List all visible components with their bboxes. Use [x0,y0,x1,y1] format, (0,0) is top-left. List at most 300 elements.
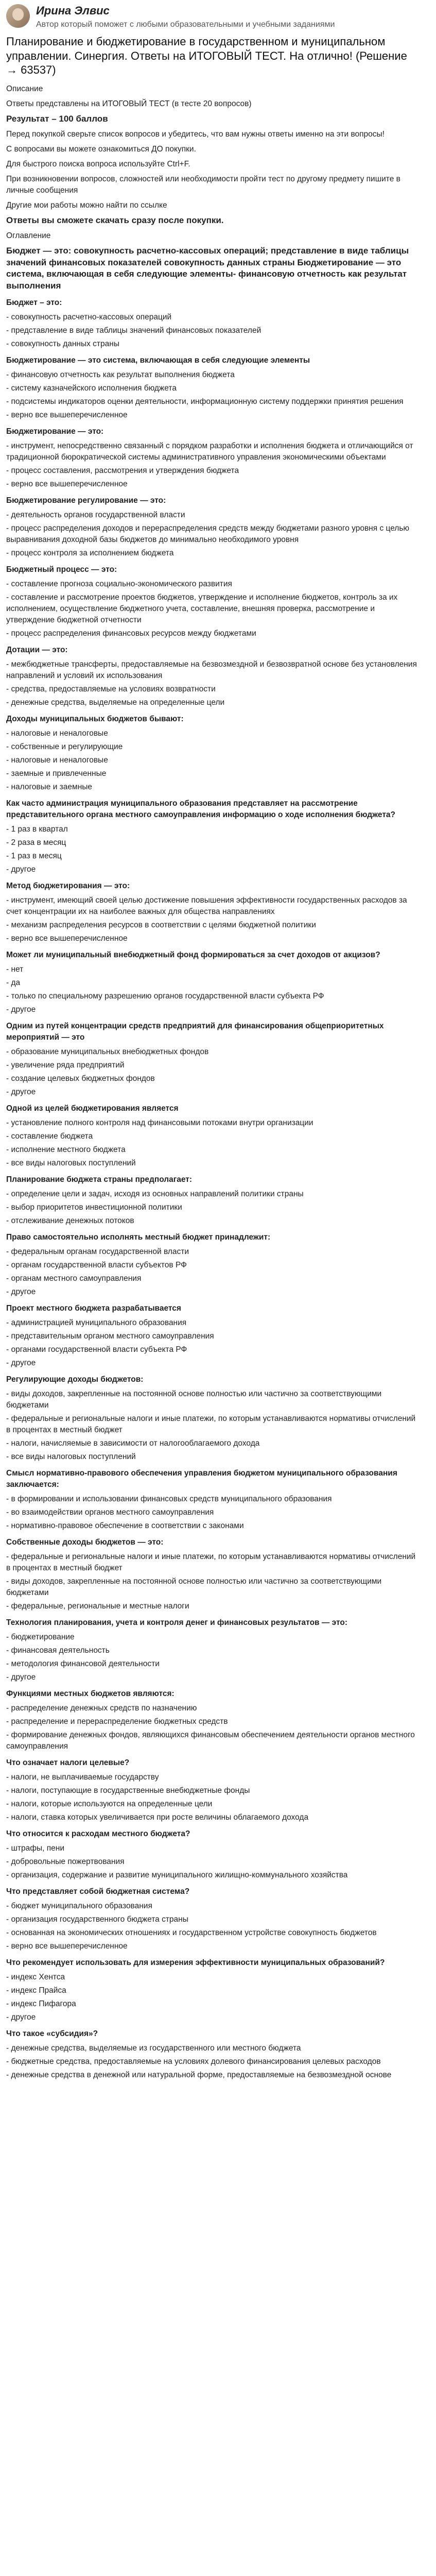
answer-bullet: - [6,1633,11,1642]
answer-bullet: - [6,1928,11,1938]
answer-bullet: - [6,326,11,335]
answer-option [6,325,417,336]
answer-option [6,991,417,1002]
answer-option [6,2056,417,2067]
answer-bullet: - [6,1871,11,1880]
answer-option [6,628,417,639]
answer-text: индекс Прайса [11,1986,66,1995]
answer-bullet: - [6,1495,11,1504]
answer-text: составление и рассмотрение проектов бюджетов, утверждение и исполнение бюджетов, контроль за их исполнением, осуществление бюджетного учета, составление, внешняя проверка, рассмотрение и утверждение бюджетной отчетности [6,593,398,625]
answer-text: составление бюджета [11,1132,93,1141]
answer-text: деятельность органов государственной власти [11,511,185,520]
answer-bullet: - [6,1345,11,1354]
answer-option [6,837,417,849]
answer-bullet: - [6,1203,11,1212]
answer-text: верно все вышеперечисленное [11,1942,128,1951]
author-header [6,4,417,29]
answer-bullet: - [6,1602,11,1611]
answer-text: налоги, не выплачиваемые государству [11,1773,159,1782]
question-title: Бюджет – это: [6,298,62,308]
question-title: Одним из путей концентрации средств предприятий для финансирования общеприоритетных мероприятий — это [6,1022,384,1042]
question-title: Что означает налоги целевые? [6,1758,130,1768]
intro-line: С вопросами вы можете ознакомиться ДО покупки. [6,144,196,154]
answer-text: бюджетирование [11,1633,75,1642]
answer-text: штрафы, пени [11,1844,64,1853]
answer-bullet: - [6,593,11,602]
answer-option [6,1843,417,1854]
question-title: Регулирующие доходы бюджетов: [6,1375,144,1384]
answer-bullet: - [6,549,11,558]
answer-text: систему казначейского исполнения бюджета [11,384,177,393]
answer-text: виды доходов, закрепленные на постоянной основе полностью или частично за соответствующими бюджетами [6,1389,382,1410]
question-title: Планирование бюджета страны предполагает: [6,1175,193,1184]
answer-option [6,1941,417,1952]
answer-text: межбюджетные трансферты, предоставляемые на безвозмездной и безвозвратной основе без установления направлений и условий их использования [6,660,417,681]
answer-option [6,548,417,559]
question-title: Дотации — это: [6,646,68,655]
answer-text: только по специальному разрешению органов государственной власти субъекта РФ [11,992,324,1001]
answer-option [6,684,417,695]
answer-text: 1 раз в квартал [11,825,68,834]
answer-text: заемные и привлеченные [11,769,107,778]
answer-text: налоговые и неналоговые [11,729,108,738]
answer-text: основанная на экономических отношениях и государственном устройстве совокупность бюджетов [11,1928,377,1938]
answer-text: процесс контроля за исполнением бюджета [11,549,174,558]
answer-text: все виды налоговых поступлений [11,1452,136,1462]
question-title: Бюджетный процесс — это: [6,565,117,574]
answer-text: методология финансовой деятельности [11,1659,160,1669]
intro-line: Результат – 100 баллов [6,113,108,124]
answer-option [6,851,417,862]
intro-block [6,83,417,242]
question-title: Бюджетирование — это система, включающая в себя следующие элементы [6,356,310,365]
question-title: Что представляет собой бюджетная система? [6,1887,190,1896]
answer-bullet: - [6,1915,11,1924]
question-title: Функциями местных бюджетов являются: [6,1689,175,1699]
answer-option [6,864,417,875]
answer-option [6,920,417,931]
question-title: Как часто администрация муниципального образования представляет на рассмотрение представительного органа местного самоуправления информацию о ходе исполнения бюджета? [6,799,396,820]
answer-text: создание целевых бюджетных фондов [11,1074,155,1083]
answer-text: 2 раза в месяц [11,838,66,848]
answer-bullet: - [6,921,11,930]
answer-option [6,1073,417,1084]
answer-option [6,1246,417,1258]
answer-bullet: - [6,1247,11,1257]
answer-option [6,592,417,626]
answer-option [6,1985,417,1996]
answer-bullet: - [6,442,11,451]
answer-option [6,1927,417,1939]
answer-bullet: - [6,1159,11,1168]
answer-text: распределение денежных средств по назначению [11,1704,197,1713]
answer-bullet: - [6,1902,11,1911]
answer-text: органами государственной власти субъекта РФ [11,1345,187,1354]
answer-text: образование муниципальных внебюджетных фондов [11,1047,209,1057]
intro-line: Оглавление [6,231,51,240]
answer-text: представление в виде таблицы значений финансовых показателей [11,326,261,335]
answer-text: другое [11,865,36,874]
answer-text: все виды налоговых поступлений [11,1159,136,1168]
answer-bullet: - [6,825,11,834]
answer-text: в формировании и использовании финансовых средств муниципального образования [11,1495,332,1504]
answer-bullet: - [6,685,11,694]
answer-option [6,1451,417,1463]
answer-bullet: - [6,1844,11,1853]
answer-option [6,1972,417,1983]
answer-text: нет [11,965,24,974]
answer-option [6,755,417,766]
answer-option [6,782,417,793]
answer-option [6,1730,417,1752]
answer-text: отслеживание денежных потоков [11,1216,134,1226]
answer-text: выбор приоритетов инвестиционной политики [11,1203,182,1212]
intro-line: Перед покупкой сверьте список вопросов и убедитесь, что вам нужны ответы именно на эти вопросы! [6,129,385,139]
answer-option [6,1189,417,1200]
answer-bullet: - [6,370,11,380]
answer-option [6,1716,417,1727]
answer-bullet: - [6,756,11,765]
answer-bullet: - [6,1074,11,1083]
answer-text: органам государственной власти субъектов РФ [11,1261,187,1270]
answer-bullet: - [6,698,11,707]
answer-bullet: - [6,340,11,349]
answer-bullet: - [6,397,11,406]
answer-option [6,728,417,739]
answer-text: индекс Пифагора [11,1999,76,2009]
answer-bullet: - [6,1088,11,1097]
answer-text: федеральным органам государственной власти [11,1247,189,1257]
answer-bullet: - [6,629,11,638]
answer-text: виды доходов, закрепленные на постоянной основе полностью или частично за соответствующими бюджетами [6,1577,382,1598]
answer-bullet: - [6,1773,11,1782]
answer-option [6,824,417,835]
answer-bullet: - [6,1521,11,1531]
answer-bullet: - [6,992,11,1001]
answer-text: налоговые и заемные [11,783,93,792]
answer-option [6,396,417,408]
answer-bullet: - [6,2044,11,2053]
question-title: Право самостоятельно исполнять местный бюджет принадлежит: [6,1233,271,1242]
answer-option [6,741,417,753]
answer-bullet: - [6,1704,11,1713]
answer-bullet: - [6,1857,11,1867]
answer-text: денежные средства в денежной или натуральной форме, предоставляемые на безвозмездной основе [11,2071,392,2080]
intro-line: Ответы вы сможете скачать сразу после покупки. [6,215,224,225]
answer-bullet: - [6,1452,11,1462]
answer-bullet: - [6,865,11,874]
answer-option [6,1576,417,1599]
answer-bullet: - [6,1800,11,1809]
answer-bullet: - [6,1047,11,1057]
answer-option [6,510,417,521]
answer-option [6,1131,417,1142]
answer-text: верно все вышеперечисленное [11,934,128,943]
answer-text: процесс распределения доходов и перераспределения средств между бюджетами разного уровня с целью выравнивания доходной базы бюджетов до минимально необходимого уровня [6,524,410,545]
answer-option [6,1144,417,1156]
answer-bullet: - [6,1439,11,1448]
answer-option [6,1215,417,1227]
answer-bullet: - [6,1332,11,1341]
answer-text: совокупность данных страны [11,340,119,349]
answer-bullet: - [6,466,11,476]
author-name[interactable]: Ирина Элвис [36,4,110,17]
answer-text: налоги, ставка которых увеличивается при росте величины облагаемого дохода [11,1813,309,1822]
answer-bullet: - [6,1508,11,1517]
answer-option [6,1601,417,1612]
answer-bullet: - [6,313,11,322]
answer-bullet: - [6,1786,11,1795]
answer-text: 1 раз в месяц [11,852,62,861]
answer-bullet: - [6,1132,11,1141]
question-title: Бюджетирование регулирование — это: [6,496,166,505]
answer-option [6,1413,417,1436]
answer-bullet: - [6,1145,11,1155]
answer-option [6,1812,417,1823]
answer-option [6,479,417,490]
answer-bullet: - [6,783,11,792]
answer-text: федеральные и региональные налоги и иные платежи, по которым устанавливаются нормативы отчислений в процентах в местный бюджет [6,1552,416,1573]
answer-option [6,2043,417,2054]
answer-bullet: - [6,896,11,905]
answer-text: подсистемы индикаторов оценки деятельности, информационную систему поддержки принятия решения [11,397,404,406]
answer-text: инструмент, имеющий своей целью достижение повышения эффективности государственных расходов за счет концентрации их на наиболее важных для общества направлениях [6,896,407,917]
answer-text: представительным органом местного самоуправления [11,1332,214,1341]
answer-bullet: - [6,934,11,943]
answer-bullet: - [6,1646,11,1655]
answer-option [6,1703,417,1714]
answer-bullet: - [6,769,11,778]
answer-option [6,1672,417,1683]
answer-text: администрацией муниципального образования [11,1318,187,1328]
answer-text: налоговые и неналоговые [11,756,108,765]
intro-line: Для быстрого поиска вопроса используйте Ctrl+F. [6,159,190,168]
answer-option [6,1388,417,1411]
answer-text: механизм распределения ресурсов в соответствии с целями бюджетной политики [11,921,316,930]
answer-bullet: - [6,838,11,848]
question-title: Что относится к расходам местного бюджета? [6,1829,190,1839]
answer-option [6,1060,417,1071]
answer-bullet: - [6,1973,11,1982]
answer-bullet: - [6,511,11,520]
question-title: Что рекомендует использовать для измерения эффективности муниципальных образований? [6,1958,385,1968]
question-title: Может ли муниципальный внебюджетный фонд формироваться за счет доходов от акцизов? [6,951,380,960]
answer-text: исполнение местного бюджета [11,1145,126,1155]
answer-option [6,465,417,477]
answer-option [6,1785,417,1797]
answer-bullet: - [6,411,11,420]
answer-option [6,697,417,708]
answer-text: установление полного контроля над финансовыми потоками внутри организации [11,1118,313,1128]
answer-option [6,1645,417,1656]
answer-option [6,1914,417,1925]
answer-bullet: - [6,1261,11,1270]
answer-text: организация, содержание и развитие муниципального жилищно-коммунального хозяйства [11,1871,348,1880]
highlight-text: Бюджет — это: совокупность расчетно-кассовых операций; представление в виде таблицы значений финансовых показателей совокупность данных страны Бюджетирование — это система, включающая в себя следующие элементы- финансовую отчетность как результат выполнения [6,245,409,291]
answer-text: верно все вышеперечисленное [11,411,128,420]
answer-text: увеличение ряда предприятий [11,1061,125,1070]
answer-text: индекс Хентса [11,1973,65,1982]
answer-option [6,1901,417,1912]
answer-text: финансовую отчетность как результат выполнения бюджета [11,370,235,380]
answer-bullet: - [6,580,11,589]
intro-line: При возникновении вопросов, сложностей или необходимости пройти тест по другому предмету пишите в личные сообщения [6,174,400,195]
answer-bullet: - [6,1118,11,1128]
answer-bullet: - [6,1731,11,1740]
answer-option [6,338,417,350]
answer-text: средства, предоставляемые на условиях возвратности [11,685,216,694]
answer-text: да [11,978,21,988]
answer-option [6,1117,417,1129]
answer-option [6,1551,417,1574]
answer-text: процесс составления, рассмотрения и утверждения бюджета [11,466,239,476]
answer-option [6,1344,417,1355]
answer-bullet: - [6,1389,11,1399]
answer-option [6,1520,417,1532]
questions-list [6,297,417,2081]
answer-bullet: - [6,524,11,533]
answer-text: денежные средства, выделяемые на определенные цели [11,698,225,707]
answer-text: налоги, поступающие в государственные внебюджетные фонды [11,1786,250,1795]
answer-bullet: - [6,1274,11,1283]
answer-bullet: - [6,1359,11,1368]
answer-option [6,1507,417,1518]
question-title: Бюджетирование — это: [6,427,104,436]
answer-bullet: - [6,2071,11,2080]
answer-text: денежные средства, выделяемые из государственного или местного бюджета [11,2044,301,2053]
answer-text: другое [11,1287,36,1297]
answer-option [6,579,417,590]
answer-bullet: - [6,1318,11,1328]
question-title: Что такое «субсидия»? [6,2029,98,2039]
answer-option [6,1046,417,1058]
answer-option [6,1202,417,1213]
answer-bullet: - [6,978,11,988]
answer-bullet: - [6,1552,11,1562]
answer-bullet: - [6,1673,11,1682]
answer-text: другое [11,1088,36,1097]
page-title: Планирование и бюджетирование в государственном и муниципальном управлении. Синергия. Ответы на ИТОГОВЫЙ ТЕСТ. На отлично! (Решение → 63537) [6,35,407,77]
question-title: Метод бюджетирования — это: [6,882,130,891]
answer-bullet: - [6,1190,11,1199]
answer-text: другое [11,2013,36,2022]
answer-text: определение цели и задач, исходя из основных направлений политики страны [11,1190,304,1199]
answer-option [6,1658,417,1670]
answer-option [6,1331,417,1342]
author-avatar[interactable] [6,4,30,28]
answer-option [6,1260,417,1271]
answer-text: процесс распределения финансовых ресурсов между бюджетами [11,629,256,638]
answer-option [6,1004,417,1015]
answer-text: другое [11,1673,36,1682]
answer-bullet: - [6,1942,11,1951]
intro-line: Описание [6,84,43,93]
answer-option [6,1856,417,1868]
answer-option [6,1998,417,2010]
answer-option [6,1358,417,1369]
author-description: Автор который поможет с любыми образовательными и учебными заданиями [36,20,335,29]
answer-bullet: - [6,1061,11,1070]
answer-bullet: - [6,2013,11,2022]
answer-text: формирование денежных фондов, являющихся финансовым обеспечением деятельности органов местного самоуправления [6,1731,415,1751]
answer-text: федеральные, региональные и местные налоги [11,1602,189,1611]
answer-option [6,1438,417,1449]
answer-option [6,933,417,944]
answer-option [6,659,417,682]
answer-option [6,383,417,394]
answer-option [6,2012,417,2023]
answer-text: распределение и перераспределение бюджетных средств [11,1717,228,1726]
answer-option [6,410,417,421]
question-title: Собственные доходы бюджетов — это: [6,1538,164,1547]
question-title: Одной из целей бюджетирования является [6,1104,179,1113]
answer-option [6,1632,417,1643]
answer-option [6,1870,417,1881]
answer-bullet: - [6,660,11,669]
answer-option [6,1273,417,1284]
answer-bullet: - [6,1999,11,2009]
answer-option [6,1772,417,1783]
answer-text: инструмент, непосредственно связанный с порядком разработки и исполнения бюджета и отличающийся от традиционной бюрократической системы административного управления экономическими объектами [6,442,413,462]
answer-text: другое [11,1359,36,1368]
answer-text: бюджетные средства, предоставляемые на условиях долевого финансирования целевых расходов [11,2057,381,2066]
question-title: Смысл нормативно-правового обеспечения управления бюджетом муниципального образования заключается: [6,1469,397,1489]
answer-option [6,1317,417,1329]
answer-bullet: - [6,1659,11,1669]
question-title: Доходы муниципальных бюджетов бывают: [6,715,184,724]
answer-bullet: - [6,1577,11,1586]
answer-text: бюджет муниципального образования [11,1902,152,1911]
answer-option [6,369,417,381]
answer-option [6,312,417,323]
answer-text: добровольные пожертвования [11,1857,125,1867]
answer-bullet: - [6,852,11,861]
answer-text: органам местного самоуправления [11,1274,142,1283]
answer-text: во взаимодействии органов местного самоуправления [11,1508,214,1517]
answer-text: налоги, начисляемые в зависимости от налогооблагаемого дохода [11,1439,260,1448]
answer-text: налоги, которые используются на определенные цели [11,1800,213,1809]
answer-text: верно все вышеперечисленное [11,480,128,489]
answer-option [6,1087,417,1098]
answer-bullet: - [6,1216,11,1226]
answer-option [6,1494,417,1505]
answer-option [6,440,417,463]
question-title: Проект местного бюджета разрабатывается [6,1304,181,1313]
answer-bullet: - [6,1287,11,1297]
answer-text: финансовая деятельность [11,1646,110,1655]
answer-text: собственные и регулирующие [11,742,123,752]
answer-option [6,523,417,546]
answer-text: федеральные и региональные налоги и иные платежи, по которым устанавливаются нормативы отчислений в процентах в местный бюджет [6,1414,416,1435]
answer-bullet: - [6,1005,11,1014]
answer-option [6,964,417,975]
intro-line: Другие мои работы можно найти по ссылке [6,200,167,210]
answer-bullet: - [6,965,11,974]
answer-option [6,1286,417,1298]
answer-text: другое [11,1005,36,1014]
answer-option [6,1799,417,1810]
answer-bullet: - [6,1414,11,1423]
answer-bullet: - [6,742,11,752]
answer-text: совокупность расчетно-кассовых операций [11,313,172,322]
answer-bullet: - [6,1717,11,1726]
answer-option [6,768,417,779]
answer-bullet: - [6,384,11,393]
answer-bullet: - [6,480,11,489]
answer-text: нормативно-правовое обеспечение в соответствии с законами [11,1521,244,1531]
answer-bullet: - [6,2057,11,2066]
question-title: Технология планирования, учета и контроля денег и финансовых результатов — это: [6,1618,348,1628]
